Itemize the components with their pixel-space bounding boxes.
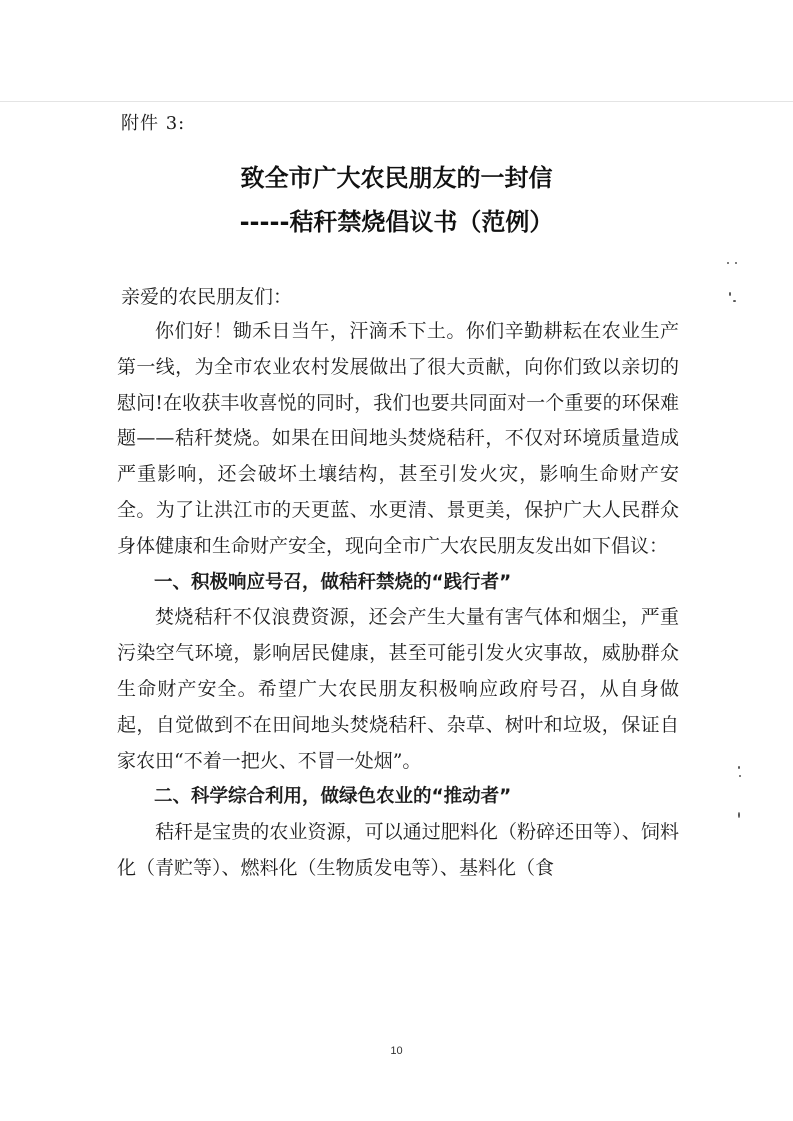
section-heading-1: 一、积极响应号召，做秸秆禁烧的“践行者” — [154, 571, 512, 593]
scan-speck — [739, 775, 741, 777]
paragraph-section-2: 秸秆是宝贵的农业资源，可以通过肥料化（粉碎还田等）、饲料化（青贮等）、燃料化（生物质发电等）、基料化（食 — [117, 821, 679, 879]
attachment-label: 附件 3: — [121, 113, 186, 134]
scan-speck — [727, 262, 729, 264]
document-subtitle: -----秸秆禁烧倡议书（范例） — [239, 208, 554, 236]
scan-speck — [738, 766, 740, 769]
scan-speck — [729, 292, 731, 296]
scan-speck — [733, 300, 736, 302]
header-rule — [0, 101, 793, 102]
paragraph-section-1: 焚烧秸秆不仅浪费资源，还会产生大量有害气体和烟尘，严重污染空气环境，影响居民健康，甚至可能引发火灾事故，威胁群众生命财产安全。希望广大农民朋友积极响应政府号召，从自身做起，自觉做到不在田间地头焚烧秸秆、杂草、树叶和垃圾，保证自家农田“不着一把火、不冒一处烟”。 — [117, 606, 679, 772]
salutation: 亲爱的农民朋友们： — [121, 286, 293, 308]
scan-speck — [735, 262, 737, 264]
section-heading-2: 二、科学综合利用，做绿色农业的“推动者” — [154, 786, 512, 808]
scan-speck — [738, 812, 740, 818]
letter-body — [117, 314, 679, 887]
paragraph-intro: 你们好！锄禾日当午，汗滴禾下土。你们辛勤耕耘在农业生产第一线，为全市农业农村发展做出了很大贡献，向你们致以亲切的慰问!在收获丰收喜悦的同时，我们也要共同面对一个重要的环保难题——秸秆焚烧。如果在田间地头焚烧秸秆，不仅对环境质量造成严重影响，还会破坏土壤结构，甚至引发火灾，影响生命财产安全。为了让洪江市的天更蓝、水更清、景更美，保护广大人民群众身体健康和生命财产安全，现向全市广大农民朋友发出如下倡议： — [117, 320, 679, 557]
page-number: 10 — [390, 1045, 403, 1057]
document-title: 致全市广大农民朋友的一封信 — [240, 164, 553, 192]
